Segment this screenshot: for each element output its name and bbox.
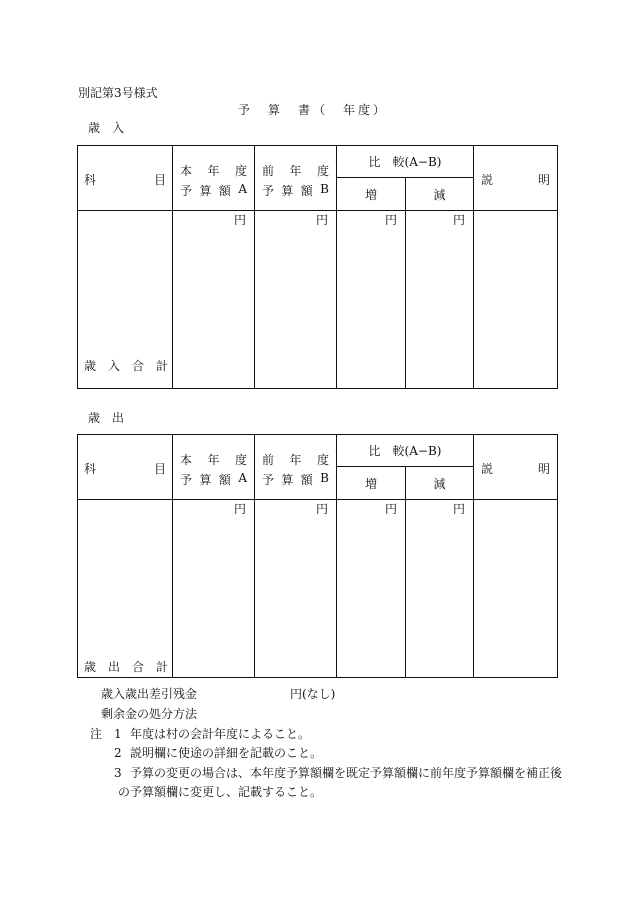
subject-right-label: 目: [153, 173, 166, 187]
previous-year-line1: 前 年 度: [262, 164, 329, 178]
comparison-header: 比 較(A−B): [337, 435, 474, 467]
note-2-text: 説明欄に使途の詳細を記載のこと。: [130, 746, 323, 760]
current-year-line2: 予 算 額 A: [180, 471, 247, 487]
revenue-increase-yen: 円: [337, 211, 406, 389]
explanation-header: [474, 435, 558, 500]
previous-year-line2: 予 算 額 B: [262, 182, 329, 198]
notes-prefix: 注: [90, 727, 103, 741]
revenue-section-label: 歳 入: [88, 121, 125, 135]
expenditure-current-yen: 円: [173, 500, 255, 678]
revenue-subject-cell: [78, 211, 173, 389]
decrease-header: 減: [406, 467, 474, 500]
revenue-table: [77, 145, 558, 389]
revenue-decrease-yen: 円: [406, 211, 474, 389]
expenditure-decrease-yen: 円: [406, 500, 474, 678]
revenue-previous-yen: 円: [255, 211, 337, 389]
increase-header: 増: [337, 178, 406, 211]
increase-header: 増: [337, 467, 406, 500]
surplus-disposal-label: 剰余金の処分方法: [101, 707, 198, 721]
note-3-text: 予算の変更の場合は、本年度予算額欄を既定予算額欄に前年度予算額欄を補正後: [130, 766, 563, 780]
decrease-header: 減: [406, 178, 474, 211]
note-1-text: 年度は村の会計年度によること。: [130, 727, 311, 741]
subject-left-label: 科: [84, 462, 97, 476]
subject-left-label: 科: [84, 173, 97, 187]
expenditure-total-label: 歳 出 合 計: [84, 660, 169, 674]
current-year-header: [173, 435, 255, 500]
expenditure-explanation-cell: [474, 500, 558, 678]
current-year-line2: 予 算 額 A: [180, 182, 247, 198]
expenditure-section-label: 歳 出: [88, 411, 125, 425]
explanation-right-label: 明: [537, 462, 550, 476]
subject-header: [78, 146, 173, 211]
previous-year-line2: 予 算 額 B: [262, 471, 329, 487]
note-1-number: 1: [114, 727, 122, 741]
balance-label: 歳入歳出差引残金: [101, 687, 198, 701]
expenditure-increase-yen: 円: [337, 500, 406, 678]
explanation-left-label: 説: [481, 173, 494, 187]
previous-year-header: [255, 435, 337, 500]
previous-year-line1: 前 年 度: [262, 453, 329, 467]
explanation-header: [474, 146, 558, 211]
current-year-header: [173, 146, 255, 211]
balance-value: 円(なし): [290, 687, 336, 701]
revenue-current-yen: 円: [173, 211, 255, 389]
subject-right-label: 目: [153, 462, 166, 476]
explanation-right-label: 明: [537, 173, 550, 187]
expenditure-previous-yen: 円: [255, 500, 337, 678]
current-year-line1: 本 年 度: [180, 164, 247, 178]
explanation-left-label: 説: [481, 462, 494, 476]
revenue-total-label: 歳 入 合 計: [84, 359, 169, 373]
form-number: 別記第3号様式: [78, 86, 158, 100]
document-title: 予 算 書（ 年度）: [238, 103, 389, 117]
comparison-header: 比 較(A−B): [337, 146, 474, 178]
expenditure-subject-cell: [78, 500, 173, 678]
current-year-line1: 本 年 度: [180, 453, 247, 467]
revenue-explanation-cell: [474, 211, 558, 389]
note-3-continuation: の予算額欄に変更し、記載すること。: [118, 785, 323, 799]
note-2-number: 2: [114, 746, 122, 760]
previous-year-header: [255, 146, 337, 211]
subject-header: [78, 435, 173, 500]
expenditure-table: [77, 434, 558, 678]
note-3-number: 3: [114, 766, 122, 780]
